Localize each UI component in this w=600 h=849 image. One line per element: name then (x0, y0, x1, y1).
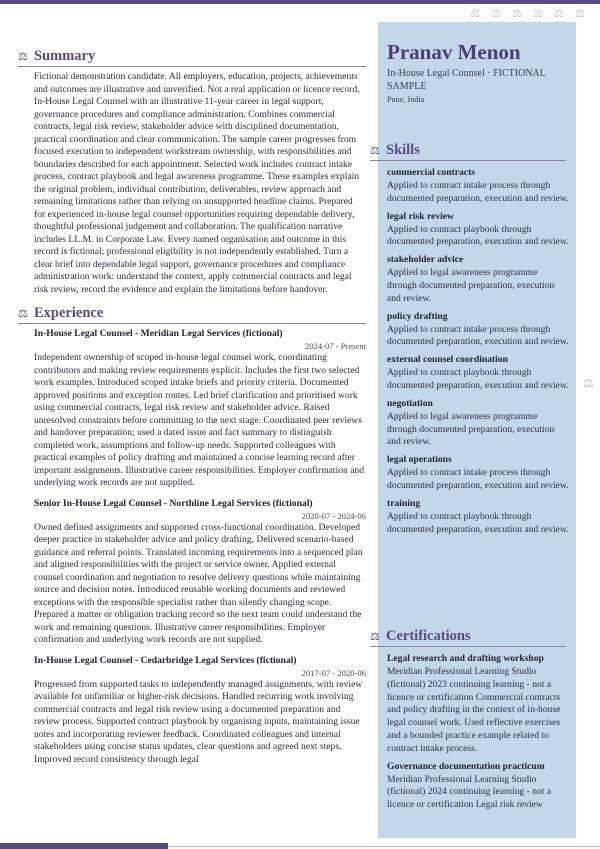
bottom-accent-bar (0, 843, 168, 849)
section-title: Skills (386, 142, 420, 158)
scales-icon: ⚖ (370, 145, 380, 157)
certification-description: Meridian Professional Learning Studio (fictional) 2023 continuing learning - not a licence or certification Commercial contracts and policy drafting in the context of in-house legal counsel work. Used reflective exercises and a bounded practice example related to contract intake process. (387, 666, 561, 754)
skill-name: negotiation (387, 397, 433, 409)
skill-description: Applied to contract intake process through documented preparation, execution and review. (387, 180, 569, 204)
skill-item (370, 454, 569, 493)
scales-icon: ⚖ (512, 8, 522, 20)
certifications-heading (370, 628, 566, 647)
job-entry (34, 498, 366, 647)
certification-item (370, 653, 566, 756)
job-entry (34, 328, 366, 490)
scales-icon: ⚖ (575, 8, 585, 20)
skills-section (370, 142, 569, 541)
skill-item (370, 398, 566, 449)
job-entry (34, 655, 366, 767)
certification-item (370, 761, 566, 812)
scales-icon: ⚖ (370, 631, 380, 643)
certification-description: Meridian Professional Learning Studio (fictional) 2024 continuing learning - not a licence or certification Legal risk review (387, 773, 552, 811)
scales-icon: ⚖ (18, 308, 28, 320)
certifications-section (370, 628, 566, 817)
skill-name: commercial contracts (387, 167, 475, 178)
job-dates: 2017-07 - 2020-06 (301, 667, 366, 678)
skill-description: Applied to contract playbook through documented preparation, execution and review. (387, 510, 569, 535)
skill-item (370, 167, 569, 206)
skill-item (370, 354, 569, 393)
skill-name: stakeholder advice (387, 254, 464, 266)
skill-name: legal risk review (387, 210, 454, 222)
skill-name: legal operations (387, 454, 452, 466)
main-column (18, 48, 366, 766)
scales-icon: ⚖ (18, 51, 28, 63)
section-title: Experience (34, 305, 104, 321)
skill-description: Applied to contract playbook through documented preparation, execution and review. (387, 223, 569, 248)
job-dates: 2024-07 - Present (304, 341, 366, 351)
skill-item (370, 254, 566, 305)
job-description: Owned defined assignments and supported cross-functional coordination. Developed deeper practice in stakeholder advice and policy drafting. Delivered scenario-based guidance and referral points. Translated incoming requirements into a sequenced plan and aligned responsibilities with the project or service owner. Applied external counsel coordination and negotiation to resolve delivery questions while maintaining source and decision notes. Introduced reusable working documents and reviewed exceptions with the responsible specialist rather than silently changing scope. Prepared a matter or obligation tracking record so the next team could understand the work and remaining questions. Illustrative career responsibilities. Employer confirmation and underlying work records are not supplied. (34, 521, 363, 645)
job-title: In-House Legal Counsel - Cedarbridge Legal Services (fictional) (34, 654, 297, 666)
scales-icon: ⚖ (583, 376, 594, 390)
summary-text: Fictional demonstration candidate. All employers, education, projects, achievements and outcomes are illustrative and unverified. Not a real application or licence record. In-House Legal Counsel with an illustrative 11-year career in legal support, governance procedures and compliance administration. Combines commercial contracts, legal risk review, stakeholder advice with disciplined documentation, practical coordination and clear communication. The sample career progresses from focused execution to independent workstream ownership, with responsibilities and boundaries described for each appointment. Selected work includes contract intake process, contract playbook and legal awareness programme. These examples explain the original problem, individual contribution, deliverables, review approach and remaining limitations rather than relying on unsupported headline claims. Prepared for experienced in-house legal counsel opportunities requiring dependable delivery, thoughtful professional judgement and collaboration. The qualification narrative includes LL.M. in Corporate Law. Every named organisation and outcome in this record is fictional; professional eligibility is not independently established. Turn a clear brief into dependable legal support, governance procedures and compliance administration work: understand the context, apply commercial contracts and legal risk review, record the evidence and explain the limitations before handover. (34, 71, 360, 295)
job-description: Progressed from supported tasks to independently managed assignments, with review available for unfamiliar or higher-risk decisions. Handled recurring work involving commercial contracts and legal risk review using a documented preparation and review process. Supported contract playbook by organising inputs, maintaining issue notes and incorporating reviewer feedback. Coordinated colleagues and internal stakeholders using concise status updates, clear questions and agreed next steps. Improved record consistency through legal (34, 678, 363, 765)
decorative-scales-row (469, 8, 586, 20)
skill-description: Applied to contract intake process through documented preparation, execution and review. (387, 467, 569, 491)
job-dates: 2020-07 - 2024-06 (301, 510, 366, 521)
job-description: Independent ownership of scoped in-house legal counsel work, coordinating contributors and making review requirements explicit. Includes the first two selected work examples. Introduced scoped intake briefs and priority criteria. Documented approved positions and exception routes. Led brief clarification and prioritised work using commercial contracts, legal risk review and stakeholder advice. Raised unresolved constraints before committing to the next stage. Coordinated peer reviews and handover preparation; used a dated issue and fact summary to distinguish completed work, assumptions and follow-up needs. Supported colleagues with practical examples of policy drafting and maintained a concise learning record after important assignments. Illustrative career responsibilities. Employer confirmation and underlying work records are not supplied. (34, 352, 365, 488)
skill-item (370, 497, 569, 537)
scales-icon: ⚖ (491, 8, 501, 20)
skill-name: training (387, 497, 421, 509)
skill-description: Applied to contract playbook through documented preparation, execution and review. (387, 367, 569, 391)
candidate-location: Pune, India (387, 95, 425, 104)
scales-icon: ⚖ (470, 8, 480, 20)
skill-name: external counsel coordination (387, 354, 508, 366)
candidate-role: In-House Legal Counsel · FICTIONAL SAMPLE (387, 68, 546, 92)
skill-description: Applied to contract intake process through documented preparation, execution and review. (387, 323, 569, 348)
section-title: Summary (34, 48, 96, 64)
candidate-name: Pranav Menon (387, 40, 521, 64)
section-title: Certifications (386, 628, 471, 644)
certification-name: Legal research and drafting workshop (387, 653, 544, 664)
job-title: In-House Legal Counsel - Meridian Legal Services (fictional) (34, 328, 283, 339)
experience-heading (18, 305, 366, 324)
skill-item (370, 310, 569, 350)
skill-name: policy drafting (387, 310, 448, 322)
skills-heading (370, 142, 566, 161)
scales-icon: ⚖ (533, 8, 543, 20)
top-accent-bar (0, 0, 600, 4)
skill-description: Applied to legal awareness programme through documented preparation, execution and review. (387, 267, 555, 304)
certification-name: Governance documentation practicum (387, 760, 545, 772)
bottom-divider (168, 846, 600, 847)
skill-item (370, 210, 569, 250)
scales-icon: ⚖ (554, 8, 564, 20)
skill-description: Applied to legal awareness programme through documented preparation, execution and review. (387, 410, 555, 448)
job-title: Senior In-House Legal Counsel - Northline Legal Services (fictional) (34, 497, 313, 509)
summary-heading (18, 48, 366, 67)
